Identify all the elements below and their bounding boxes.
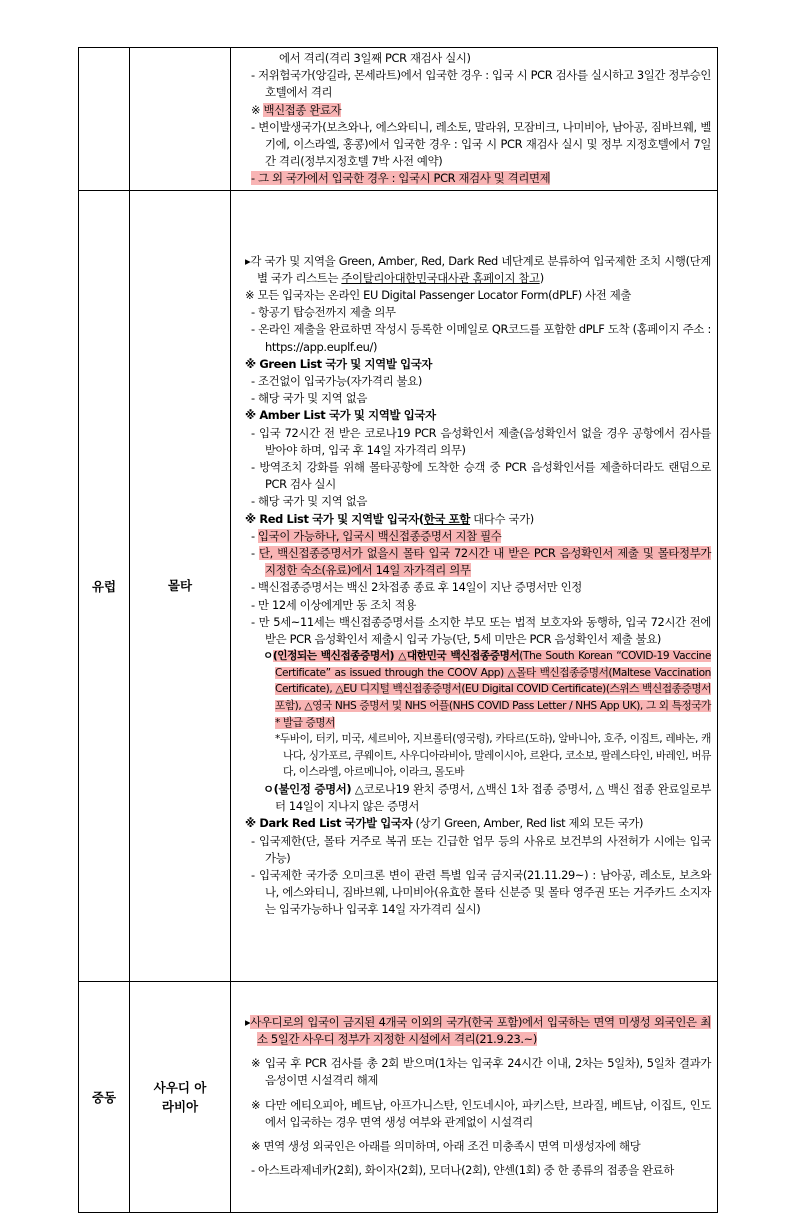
entry-restrictions-table [78, 47, 718, 1213]
list-item: - 백신접종증명서는 백신 2차접종 종료 후 14일이 지난 증명서만 인정 [251, 580, 582, 595]
embassy-link[interactable]: 주이탈리아대한민국대사관 홈페이지 참고 [341, 270, 540, 285]
recognized-certificates: ㅇ(인정되는 백신접종증명서) △대한민국 백신접종증명서(The South Korean “COVID-19 Vaccine Certificate” as issued through the COOV App) △몰타 백신접종증명서(Maltese Vaccination Certificate), △EU 디지털 백신접종증명서(EU Digital COVID Certificate)(스위스 백신접종증명서 포함), △영국 NHS 증명서 및 NHS 어플(NHS COVID Pass Letter / NHS App UK), 그 외 특정국가* 발급 증명서 [263, 650, 711, 729]
triangle-bullet-icon: ▸ [245, 253, 251, 268]
text-line: 에서 격리(격리 3일째 PCR 재검사 실시) [279, 51, 471, 65]
list-item-highlighted: - 단, 백신접종증명서가 없을시 몰타 입국 72시간 내 받은 PCR 음성확인서 제출 및 몰타정부가 지정한 숙소(유료)에서 14일 자가격리 의무 [251, 546, 712, 578]
table-row-malta [79, 190, 718, 981]
list-item: ※ 다만 에티오피아, 베트남, 아프가니스탄, 인도네시아, 파키스탄, 브라질, 베트남, 이집트, 인도에서 입국하는 경우 면역 생성 여부와 관계없이 시설격리 [251, 1097, 711, 1129]
vaccinated-heading: ※ 백신접종 완료자 [251, 102, 342, 117]
list-item: - 조건없이 입국가능(자가격리 불요) [251, 374, 422, 389]
region-cell-empty [79, 48, 130, 191]
text-line: - 저위험국가(앙길라, 몬세라트)에서 입국한 경우 : 입국 시 PCR 검사를 실시하고 3일간 정부승인호텔에서 격리 [251, 68, 711, 100]
list-item: - 입국 72시간 전 받은 코로나19 PCR 음성확인서 제출(음성확인서 없을 경우 공항에서 검사를 받아야 하며, 입국 후 14일 자가격리 의무) [251, 425, 711, 457]
list-item: ※ 입국 후 PCR 검사를 총 2회 받으며(1차는 입국후 24시간 이내, 2차는 5일차), 5일차 결과가 음성이면 시설격리 해제 [251, 1056, 711, 1088]
list-item: - 해당 국가 및 지역 없음 [251, 391, 367, 406]
dark-red-heading: ※ Dark Red List 국가발 입국자 (상기 Green, Amber, Red list 제외 모든 국가) [245, 816, 644, 831]
red-list-heading: ※ Red List 국가 및 지역발 입국자(한국 포함 대다수 국가) [245, 511, 534, 526]
content-cell-malta [231, 190, 718, 981]
intro-paragraph: ▸각 국가 및 지역을 Green, Amber, Red, Dark Red 네단계로 분류하여 입국제한 조치 시행(단계별 국가 리스트는 주이탈리아대한민국대사관 홈페이지 참고) [245, 253, 711, 285]
dplf-heading: ※ 모든 입국자는 온라인 EU Digital Passenger Locator Form(dPLF) 사전 제출 [245, 288, 632, 302]
content-cell-previous [231, 48, 718, 191]
country-note: *두바이, 터키, 미국, 세르비아, 지브롤터(영국령), 카타르(도하), 알바니아, 호주, 이집트, 레바논, 캐나다, 싱가포르, 쿠웨이트, 사우디아라비아, 말레이시아, 르완다, 코소보, 팔레스타인, 바레인, 버뮤다, 이스라엘, 아르메니아, 이라크, 몰도바 [275, 733, 711, 779]
circle-bullet-icon: ㅇ [263, 782, 274, 797]
text-line: - 변이발생국가(보츠와나, 에스와티니, 레소토, 말라위, 모잠비크, 나미비아, 남아공, 짐바브웨, 벨기에, 이스라엘, 홍콩)에서 입국한 경우 : 입국 시 PCR 재검사 실시 및 정부 지정호텔에서 7일간 격리(정부지정호텔 7박 사전 예약) [251, 119, 711, 169]
intro-paragraph: ▸사우디로의 입국이 금지된 4개국 이외의 국가(한국 포함)에서 입국하는 면역 미생성 외국인은 최소 5일간 사우디 정부가 지정한 시설에서 격리(21.9.23.~) [245, 1014, 711, 1047]
country-cell: 몰타 [130, 190, 231, 981]
text-line: - 그 외 국가에서 입국한 경우 : 입국시 PCR 재검사 및 격리면제 [251, 171, 551, 186]
list-item: - 만 5세~11세는 백신접종증명서를 소지한 부모 또는 법적 보호자와 동행하, 입국 72시간 전에 받은 PCR 음성확인서 제출시 입국 가능(단, 5세 미만은 PCR 음성확인서 제출 불요) [251, 614, 711, 647]
list-item: - 해당 국가 및 지역 없음 [251, 494, 367, 509]
country-cell-empty [130, 48, 231, 191]
list-item: - 만 12세 이상에게만 동 조치 적용 [251, 597, 417, 612]
table-row-saudi [79, 981, 718, 1212]
triangle-bullet-icon: ▸ [245, 1014, 251, 1029]
table-row-previous-country [79, 48, 718, 191]
unrecognized-certificates: ㅇ(불인정 증명서) △코로나19 완치 증명서, △백신 1차 접종 증명서, △ 백신 접종 완료일로부터 14일이 지나지 않은 증명서 [263, 782, 712, 814]
list-item: - 아스트라제네카(2회), 화이자(2회), 모더나(2회), 얀센(1회) 중 한 종류의 접종을 완료하 [251, 1163, 674, 1178]
green-list-heading: ※ Green List 국가 및 지역발 입국자 [245, 356, 433, 371]
list-item: - 방역조치 강화를 위해 몰타공항에 도착한 승객 중 PCR 음성확인서를 제출하더라도 랜덤으로 PCR 검사 실시 [251, 460, 711, 492]
list-item: - 온라인 제출을 완료하면 작성시 등록한 이메일로 QR코드를 포함한 dPLF 도착 (홈페이지 주소 : https://app.euplf.eu/) [251, 322, 711, 354]
list-item: - 입국제한(단, 몰타 거주로 복귀 또는 긴급한 업무 등의 사유로 보건부의 사전허가 시에는 입국 가능) [251, 833, 711, 865]
list-item-highlighted: - 입국이 가능하나, 입국시 백신접종증명서 지참 필수 [251, 528, 502, 543]
amber-list-heading: ※ Amber List 국가 및 지역발 입국자 [245, 408, 436, 423]
country-cell: 사우디 아라비아 [130, 981, 231, 1212]
list-item: ※ 면역 생성 외국인은 아래를 의미하며, 아래 조건 미충족시 면역 미생성자에 해당 [251, 1139, 641, 1154]
list-item: - 입국제한 국가중 오미크론 변이 관련 특별 입국 금지국(21.11.29~) : 남아공, 레소토, 보츠와나, 에스와티니, 짐바브웨, 나미비아(유효한 몰타 신분증 및 몰타 영주권 또는 거주카드 소지자는 입국가능하나 입국후 14일 자가격리 실시) [251, 868, 711, 917]
region-cell: 유럽 [79, 190, 130, 981]
content-cell-saudi [231, 981, 718, 1212]
region-cell: 중동 [79, 981, 130, 1212]
list-item: - 항공기 탑승전까지 제출 의무 [251, 305, 396, 320]
circle-bullet-icon: ㅇ [263, 650, 273, 663]
